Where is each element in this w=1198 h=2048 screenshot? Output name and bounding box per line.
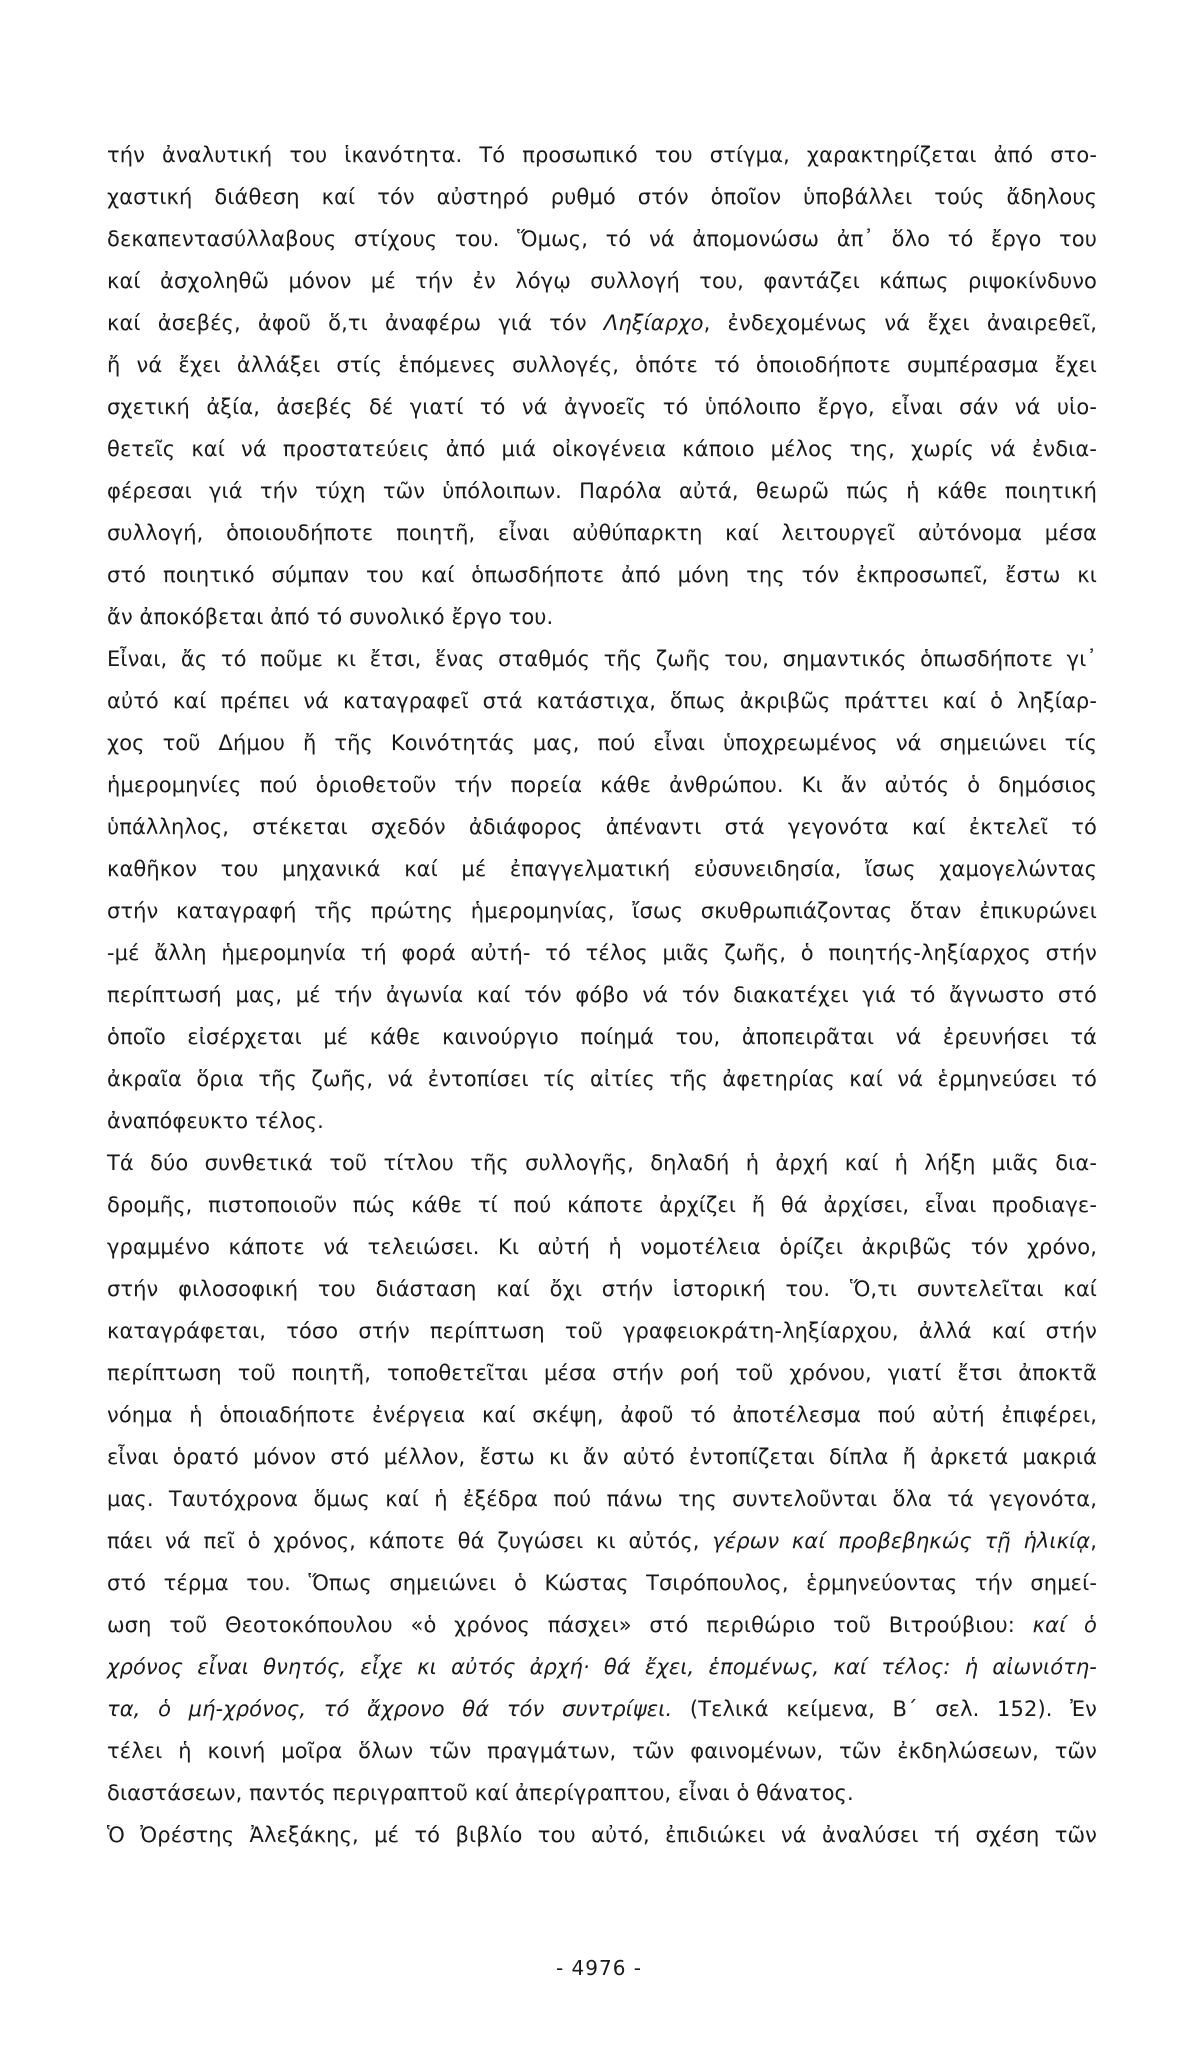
text-line [107, 932, 1097, 974]
text-segment: στήν φιλοσοφική του διάσταση καί ὄχι στήν ἱστορική του. Ὅ,τι συντελεῖται καί [107, 1277, 1097, 1301]
text-line [107, 1688, 1097, 1730]
text-segment: Εἶναι, ἄς τό ποῦμε κι ἔτσι, ἕνας σταθμός τῆς ζωῆς του, σημαντικός ὁπωσδήποτε γι᾽ [107, 647, 1097, 671]
text-segment: ὑπάλληλος, στέκεται σχεδόν ἀδιάφορος ἀπέναντι στά γεγονότα καί ἐκτελεῖ τό [107, 815, 1097, 839]
text-segment: στήν καταγραφή τῆς πρώτης ἡμερομηνίας, ἴσως σκυθρωπιάζοντας ὅταν ἐπικυρώνει [107, 899, 1097, 923]
text-segment: διαστάσεων, παντός περιγραπτοῦ καί ἀπερίγραπτου, εἶναι ὁ θάνατος. [107, 1781, 854, 1805]
text-segment: συλλογή, ὁποιουδήποτε ποιητῆ, εἶναι αὐθύπαρκτη καί λειτουργεῖ αὐτόνομα μέσα [107, 521, 1097, 545]
italic-text: γέρων καί προβεβηκώς τῇ ἡλικίᾳ [712, 1529, 1091, 1553]
body-text [107, 134, 1097, 1856]
text-line [107, 1562, 1097, 1604]
text-line [107, 1394, 1097, 1436]
text-line [107, 1604, 1097, 1646]
text-line [107, 260, 1097, 302]
text-segment: ωση τοῦ Θεοτοκόπουλου «ὁ χρόνος πάσχει» στό περιθώριο τοῦ Βιτρούβιου: [107, 1613, 1033, 1637]
text-line [107, 554, 1097, 596]
text-line [107, 218, 1097, 260]
page-number: - 4976 - [555, 1956, 643, 1980]
text-line [107, 176, 1097, 218]
text-segment: εἶναι ὁρατό μόνον στό μέλλον, ἔστω κι ἄν αὐτό ἐντοπίζεται δίπλα ἤ ἀρκετά μακριά [107, 1445, 1097, 1469]
text-line [107, 890, 1097, 932]
text-segment: πάει νά πεῖ ὁ χρόνος, κάποτε θά ζυγώσει κι αὐτός, [107, 1529, 713, 1553]
text-segment: (Τελικά κείμενα, Β΄ σελ. 152). Ἐν [672, 1697, 1097, 1721]
text-segment: θετεῖς καί νά προστατεύεις ἀπό μιά οἰκογένεια κάποιο μέλος της, χωρίς νά ἐνδια- [107, 437, 1097, 461]
italic-text: καί ὁ [1032, 1613, 1097, 1637]
text-segment: περίπτωσή μας, μέ τήν ἀγωνία καί τόν φόβο νά τόν διακατέχει γιά τό ἄγνωστο στό [107, 983, 1097, 1007]
text-segment: ἤ νά ἔχει ἀλλάξει στίς ἑπόμενες συλλογές, ὁπότε τό ὁποιοδήποτε συμπέρασμα ἔχει [107, 353, 1097, 377]
text-line [107, 1646, 1097, 1688]
text-line [107, 1520, 1097, 1562]
text-segment: καθῆκον του μηχανικά καί μέ ἐπαγγελματική εὐσυνειδησία, ἴσως χαμογελώντας [107, 857, 1097, 881]
text-segment: τέλει ἡ κοινή μοῖρα ὅλων τῶν πραγμάτων, τῶν φαινομένων, τῶν ἐκδηλώσεων, τῶν [107, 1739, 1097, 1763]
italic-text: Ληξίαρχο [603, 311, 704, 335]
text-segment: μας. Ταυτόχρονα ὅμως καί ἡ ἐξέδρα πού πάνω της συντελοῦνται ὅλα τά γεγονότα, [107, 1487, 1097, 1511]
text-line [107, 764, 1097, 806]
text-segment: στό ποιητικό σύμπαν του καί ὁπωσδήποτε ἀπό μόνη της τόν ἐκπροσωπεῖ, ἔστω κι [107, 563, 1097, 587]
text-segment: στό τέρμα του. Ὅπως σημειώνει ὁ Κώστας Τσιρόπουλος, ἑρμηνεύοντας τήν σημεί- [107, 1571, 1097, 1595]
text-line [107, 1226, 1097, 1268]
text-segment: τήν ἀναλυτική του ἱκανότητα. Τό προσωπικό του στίγμα, χαρακτηρίζεται ἀπό στο- [107, 143, 1097, 167]
text-line [107, 1142, 1097, 1184]
text-line [107, 1436, 1097, 1478]
text-line [107, 1184, 1097, 1226]
text-segment: χος τοῦ Δήμου ἤ τῆς Κοινότητάς μας, πού εἶναι ὑποχρεωμένος νά σημειώνει τίς [107, 731, 1097, 755]
text-line [107, 1814, 1097, 1856]
text-segment: ἄν ἀποκόβεται ἀπό τό συνολικό ἔργο του. [107, 605, 554, 629]
text-line [107, 1310, 1097, 1352]
text-line [107, 386, 1097, 428]
text-segment: σχετική ἀξία, ἀσεβές δέ γιατί τό νά ἀγνοεῖς τό ὑπόλοιπο ἔργο, εἶναι σάν νά υἱο- [107, 395, 1097, 419]
text-line [107, 1100, 1097, 1142]
text-line [107, 1016, 1097, 1058]
text-line [107, 848, 1097, 890]
text-line [107, 680, 1097, 722]
text-segment: , ἐνδεχομένως νά ἔχει ἀναιρεθεῖ, [703, 311, 1097, 335]
text-segment: ὁποῖο εἰσέρχεται μέ κάθε καινούργιο ποίημά του, ἀποπειρᾶται νά ἐρευνήσει τά [107, 1025, 1097, 1049]
text-segment: ἀναπόφευκτο τέλος. [107, 1109, 324, 1133]
text-segment: , [1090, 1529, 1097, 1553]
italic-text: τα, ὁ μή-χρόνος, τό ἄχρονο θά τόν συντρίψει. [107, 1697, 673, 1721]
text-line [107, 638, 1097, 680]
text-line [107, 1478, 1097, 1520]
text-line [107, 1058, 1097, 1100]
text-line [107, 722, 1097, 764]
text-line [107, 806, 1097, 848]
text-segment: χαστική διάθεση καί τόν αὐστηρό ρυθμό στόν ὁποῖον ὑποβάλλει τούς ἄδηλους [107, 185, 1097, 209]
text-segment: φέρεσαι γιά τήν τύχη τῶν ὑπόλοιπων. Παρόλα αὐτά, θεωρῶ πώς ἡ κάθε ποιητική [107, 479, 1097, 503]
text-line [107, 428, 1097, 470]
italic-text: χρόνος εἶναι θνητός, εἶχε κι αὐτός ἀρχή· θά ἔχει, ἑπομένως, καί τέλος: ἡ αἰωνιότη- [107, 1655, 1097, 1679]
text-segment: γραμμένο κάποτε νά τελειώσει. Κι αὐτή ἡ νομοτέλεια ὁρίζει ἀκριβῶς τόν χρόνο, [107, 1235, 1097, 1259]
text-line [107, 512, 1097, 554]
text-line [107, 1730, 1097, 1772]
text-segment: δεκαπεντασύλλαβους στίχους του. Ὅμως, τό νά ἀπομονώσω ἀπ᾽ ὅλο τό ἔργο του [107, 227, 1097, 251]
text-line [107, 302, 1097, 344]
text-segment: περίπτωση τοῦ ποιητῆ, τοποθετεῖται μέσα στήν ροή τοῦ χρόνου, γιατί ἔτσι ἀποκτᾶ [107, 1361, 1097, 1385]
text-segment: καί ἀσεβές, ἀφοῦ ὅ,τι ἀναφέρω γιά τόν [107, 311, 604, 335]
text-segment: αὐτό καί πρέπει νά καταγραφεῖ στά κατάστιχα, ὅπως ἀκριβῶς πράττει καί ὁ ληξίαρ- [107, 689, 1097, 713]
text-line [107, 344, 1097, 386]
text-segment: Ὁ Ὀρέστης Ἀλεξάκης, μέ τό βιβλίο του αὐτό, ἐπιδιώκει νά ἀναλύσει τή σχέση τῶν [107, 1823, 1097, 1847]
text-segment: Τά δύο συνθετικά τοῦ τίτλου τῆς συλλογῆς, δηλαδή ἡ ἀρχή καί ἡ λήξη μιᾶς δια- [107, 1151, 1097, 1175]
text-line [107, 1268, 1097, 1310]
text-line [107, 1352, 1097, 1394]
text-line [107, 470, 1097, 512]
text-segment: δρομῆς, πιστοποιοῦν πώς κάθε τί πού κάποτε ἀρχίζει ἤ θά ἀρχίσει, εἶναι προδιαγε- [107, 1193, 1097, 1217]
text-segment: ἡμερομηνίες πού ὁριοθετοῦν τήν πορεία κάθε ἀνθρώπου. Κι ἄν αὐτός ὁ δημόσιος [107, 773, 1097, 797]
text-line [107, 1772, 1097, 1814]
text-line [107, 596, 1097, 638]
text-segment: ἀκραῖα ὅρια τῆς ζωῆς, νά ἐντοπίσει τίς αἰτίες τῆς ἀφετηρίας καί νά ἑρμηνεύσει τό [107, 1067, 1097, 1091]
text-segment: νόημα ἡ ὁποιαδήποτε ἐνέργεια καί σκέψη, ἀφοῦ τό ἀποτέλεσμα πού αὐτή ἐπιφέρει, [107, 1403, 1097, 1427]
text-segment: -μέ ἄλλη ἡμερομηνία τή φορά αὐτή- τό τέλος μιᾶς ζωῆς, ὁ ποιητής-ληξίαρχος στήν [107, 941, 1097, 965]
text-segment: καί ἀσχοληθῶ μόνον μέ τήν ἐν λόγῳ συλλογή του, φαντάζει κάπως ριψοκίνδυνο [107, 269, 1097, 293]
text-line [107, 134, 1097, 176]
text-line [107, 974, 1097, 1016]
text-segment: καταγράφεται, τόσο στήν περίπτωση τοῦ γραφειοκράτη-ληξίαρχου, ἀλλά καί στήν [107, 1319, 1097, 1343]
